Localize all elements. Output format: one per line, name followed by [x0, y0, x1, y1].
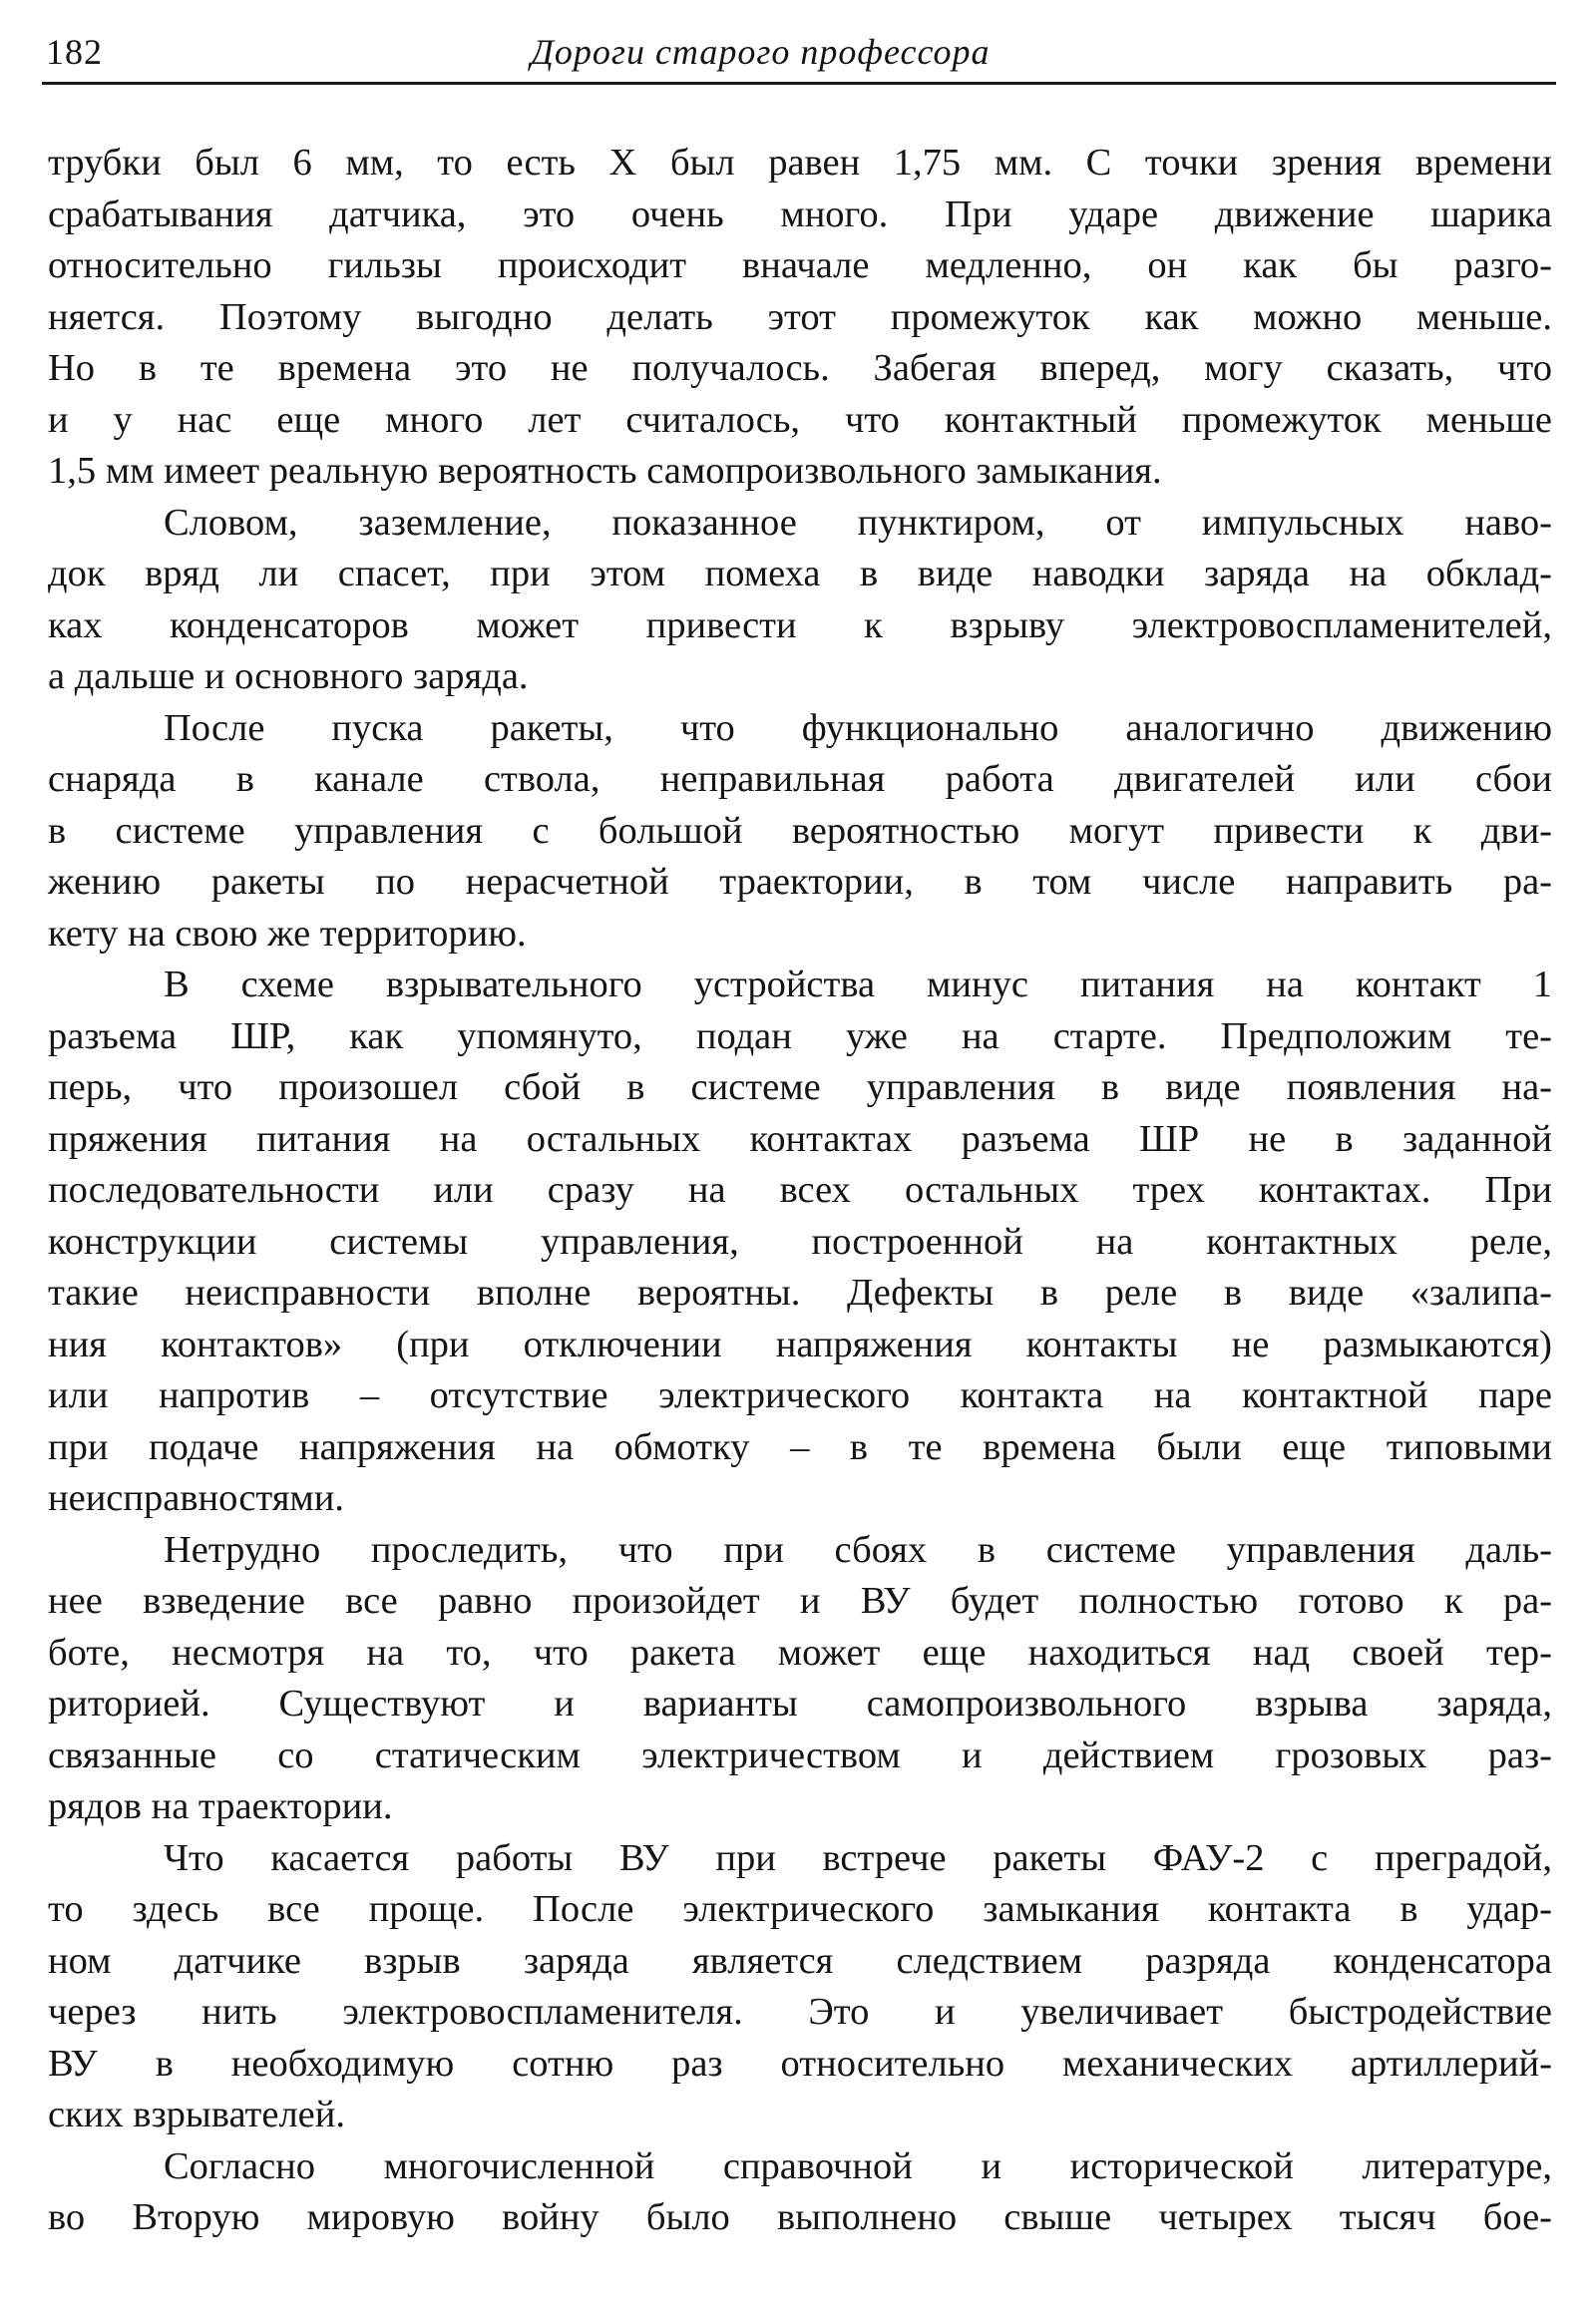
text-line: относительно гильзы происходит вначале медленно, он как бы разго-	[48, 244, 1552, 286]
text-line: во Вторую мировую войну было выполнено свыше четырех тысяч бое-	[48, 2196, 1552, 2238]
text-line: рядов на траектории.	[48, 1785, 393, 1827]
text-line: Согласно многочисленной справочной и исторической литературе,	[164, 2144, 1552, 2187]
text-line: в системе управления с большой вероятностью могут привести к дви-	[48, 809, 1552, 852]
paragraph	[48, 1525, 1552, 1833]
text-line: связанные со статическим электричеством и действием грозовых раз-	[48, 1733, 1552, 1776]
text-line: нее взведение все равно произойдет и ВУ будет полностью готово к ра-	[48, 1580, 1552, 1622]
paragraph	[48, 960, 1552, 1525]
text-line: и у нас еще много лет считалось, что контактный промежуток меньше	[48, 398, 1552, 441]
paragraph	[48, 1833, 1552, 2141]
text-line: неисправностями.	[48, 1477, 345, 1519]
text-line: снаряда в канале ствола, неправильная работа двигателей или сбои	[48, 758, 1552, 800]
running-head	[42, 22, 1556, 85]
text-line: ном датчике взрыв заряда является следствием разряда конденсатора	[48, 1939, 1552, 1982]
text-line: ния контактов» (при отключении напряжения контакты не размыкаются)	[48, 1323, 1552, 1365]
text-line: конструкции системы управления, построенной на контактных реле,	[48, 1220, 1552, 1263]
text-line: После пуска ракеты, что функционально аналогично движению	[164, 706, 1552, 749]
text-line: риторией. Существуют и варианты самопроизвольного взрыва заряда,	[48, 1683, 1552, 1725]
text-line: ских взрывателей.	[48, 2094, 345, 2135]
text-line: няется. Поэтому выгодно делать этот промежуток как можно меньше.	[48, 295, 1552, 338]
text-line: последовательности или сразу на всех остальных трех контактах. При	[48, 1169, 1552, 1211]
body-text	[48, 138, 1552, 2244]
paragraph	[48, 2141, 1552, 2244]
text-line: через нить электровоспламенителя. Это и увеличивает быстродействие	[48, 1991, 1552, 2033]
text-line: жению ракеты по нерасчетной траектории, в том числе направить ра-	[48, 861, 1552, 903]
text-line: или напротив – отсутствие электрического контакта на контактной паре	[48, 1374, 1552, 1416]
text-line: док вряд ли спасет, при этом помеха в виде наводки заряда на обклад-	[48, 553, 1552, 594]
text-line: ВУ в необходимую сотню раз относительно механических артиллерий-	[48, 2042, 1552, 2085]
text-line: Что касается работы ВУ при встрече ракеты ФАУ-2 с преградой,	[164, 1836, 1552, 1879]
paragraph	[48, 703, 1552, 961]
text-line: 1,5 мм имеет реальную вероятность самопроизвольного замыкания.	[48, 450, 1162, 492]
text-line: трубки был 6 мм, то есть X был равен 1,75 мм. С точки зрения времени	[48, 142, 1552, 184]
book-title: Дороги старого профессора	[531, 32, 991, 72]
paragraph	[48, 138, 1552, 498]
text-line: при подаче напряжения на обмотку – в те времена были еще типовыми	[48, 1425, 1552, 1468]
text-line: Нетрудно проследить, что при сбоях в системе управления даль-	[164, 1528, 1552, 1571]
text-line: кету на свою же территорию.	[48, 912, 527, 955]
text-line: ках конденсаторов может привести к взрыву электровоспламенителей,	[48, 603, 1552, 646]
text-line: Но в те времена это не получалось. Забегая вперед, могу сказать, что	[48, 347, 1552, 389]
text-line: Словом, заземление, показанное пунктиром, от импульсных наво-	[164, 501, 1552, 544]
page-number: 182	[46, 32, 103, 72]
text-line: пряжения питания на остальных контактах разъема ШР не в заданной	[48, 1117, 1552, 1160]
text-line: срабатывания датчика, это очень много. При ударе движение шарика	[48, 193, 1552, 235]
text-line: такие неисправности вполне вероятны. Дефекты в реле в виде «залипа-	[48, 1272, 1552, 1314]
text-line: то здесь все проще. После электрического замыкания контакта в удар-	[48, 1888, 1552, 1930]
text-line: перь, что произошел сбой в системе управления в виде появления на-	[48, 1066, 1552, 1108]
text-line: разъема ШР, как упомянуто, подан уже на старте. Предположим те-	[48, 1014, 1552, 1057]
paragraph	[48, 498, 1552, 703]
text-line: В схеме взрывательного устройства минус питания на контакт 1	[164, 963, 1552, 1005]
text-line: боте, несмотря на то, что ракета может еще находиться над своей тер-	[48, 1631, 1552, 1674]
text-line: а дальше и основного заряда.	[48, 655, 529, 697]
